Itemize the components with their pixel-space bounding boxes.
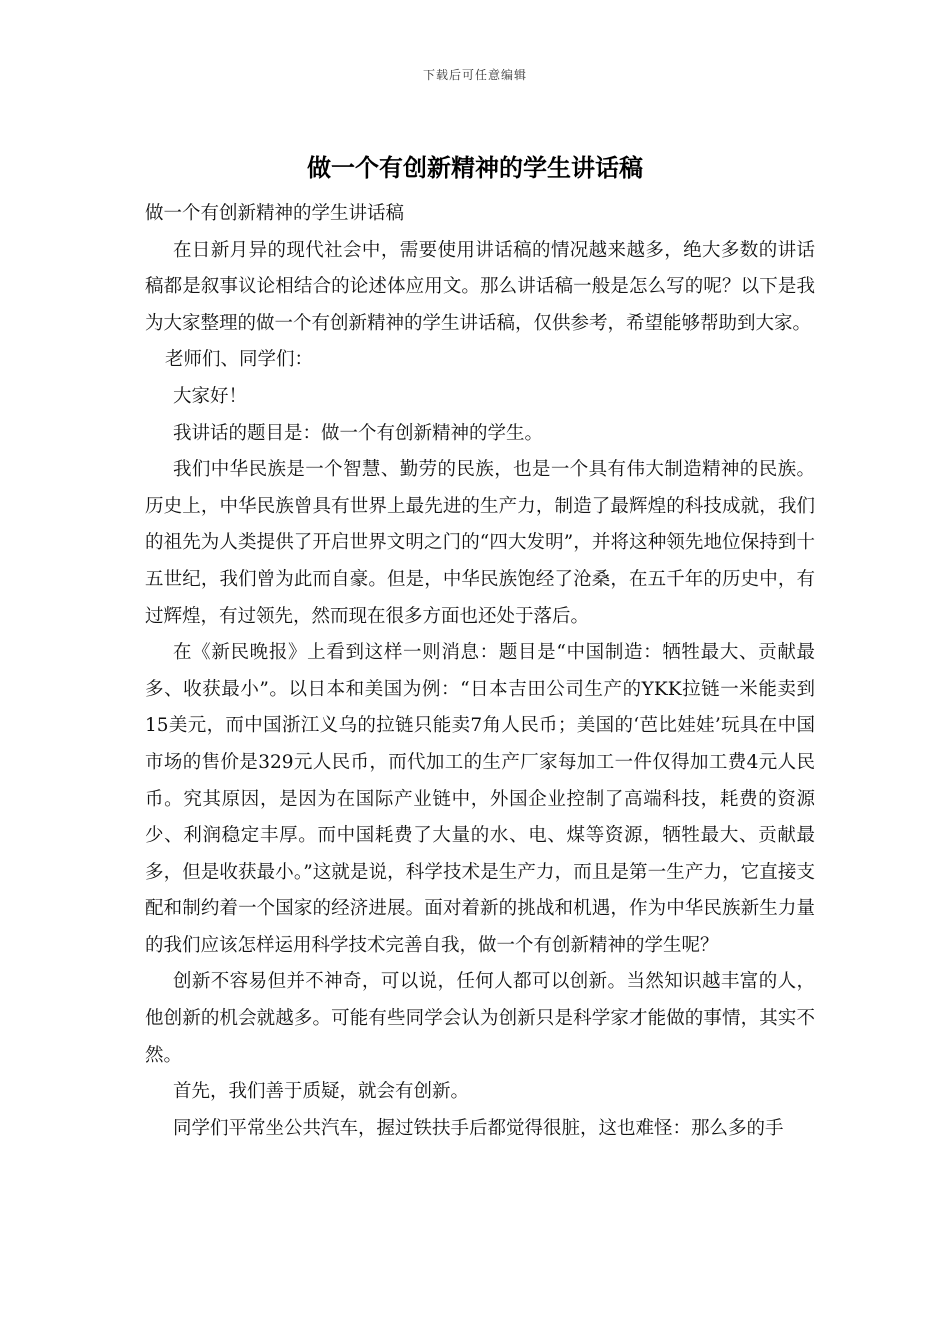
header-note: 下载后可任意编辑: [422, 68, 527, 82]
greeting-paragraph: 大家好！: [173, 385, 248, 407]
news-paragraph: 在《新民晚报》上看到这样一则消息：题目是“中国制造：牺牲最大、贡献最多、收获最小”。以日本和美国为例：“日本吉田公司生产的YKK拉链一米能卖到15美元，而中国浙江义乌的拉链只能卖7角人民币；美国的‘芭比娃娃’玩具在中国市场的售价是329元人民币，而代加工的生产厂家每加工一件仅得加工费4元人民币。究其原因，是因为在国际产业链中，外国企业控制了高端科技，耗费的资源少、利润稳定丰厚。而中国耗费了大量的水、电、煤等资源，牺牲最大、贡献最多，但是收获最小。”这就是说，科学技术是生产力，而且是第一生产力，它直接支配和制约着一个国家的经济进展。面对着新的挑战和机遇，作为中华民族新生力量的我们应该怎样运用科学技术完善自我，做一个有创新精神的学生呢？: [145, 642, 815, 956]
bus-example-paragraph: 同学们平常坐公共汽车，握过铁扶手后都觉得很脏，这也难怪：那么多的手: [173, 1117, 784, 1139]
innovation-paragraph: 创新不容易但并不神奇，可以说，任何人都可以创新。当然知识越丰富的人，他创新的机会就越多。可能有些同学会认为创新只是科学家才能做的事情，其实不然。: [145, 971, 815, 1066]
document-body: [145, 196, 815, 1147]
document-title: 做一个有创新精神的学生讲话稿: [307, 153, 643, 182]
history-paragraph: 我们中华民族是一个智慧、勤劳的民族，也是一个具有伟大制造精神的民族。历史上，中华民族曾具有世界上最先进的生产力，制造了最辉煌的科技成就，我们的祖先为人类提供了开启世界文明之门的“四大发明”，并将这种领先地位保持到十五世纪，我们曾为此而自豪。但是，中华民族饱经了沧桑，在五千年的历史中，有过辉煌，有过领先，然而现在很多方面也还处于落后。: [145, 459, 815, 627]
topic-paragraph: 我讲话的题目是：做一个有创新精神的学生。: [173, 422, 544, 444]
salutation-paragraph: 老师们、同学们：: [165, 349, 314, 371]
first-point-paragraph: 首先，我们善于质疑，就会有创新。: [173, 1081, 470, 1103]
subtitle-paragraph: 做一个有创新精神的学生讲话稿: [145, 203, 405, 224]
intro-paragraph: 在日新月异的现代社会中，需要使用讲话稿的情况越来越多，绝大多数的讲话稿都是叙事议论相结合的论述体应用文。那么讲话稿一般是怎么写的呢？以下是我为大家整理的做一个有创新精神的学生讲话稿，仅供参考，希望能够帮助到大家。: [145, 239, 815, 334]
